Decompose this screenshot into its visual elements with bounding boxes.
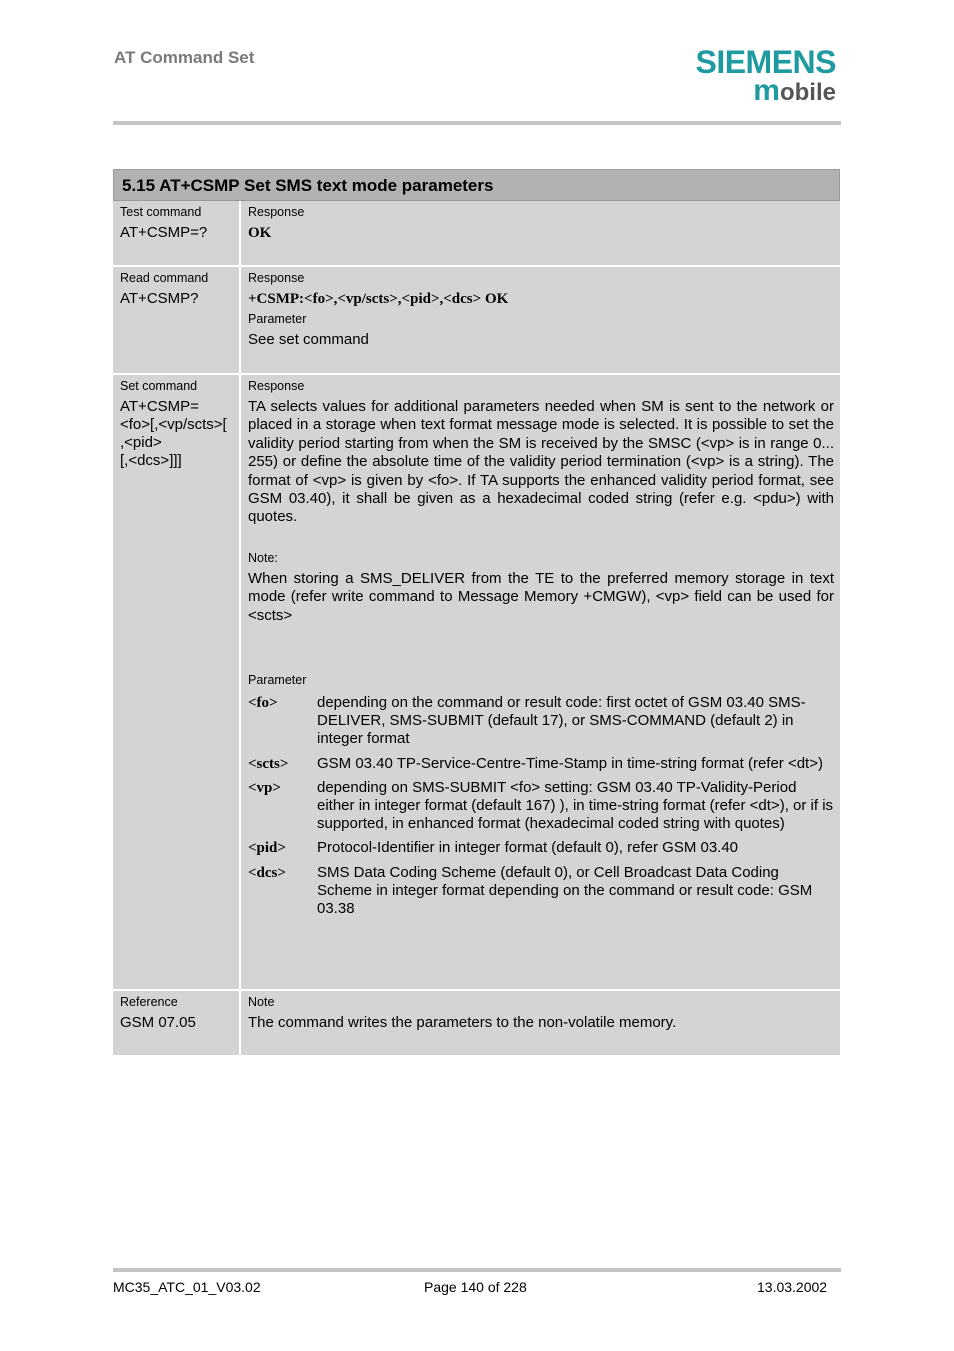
note-value: The command writes the parameters to the non-volatile memory. [248,1014,677,1031]
command-table [113,169,840,1055]
footer-date: 13.03.2002 [757,1279,828,1295]
param-desc: Protocol-Identifier in integer format (default 0), refer GSM 03.40 [317,839,739,857]
set-command-right [241,375,840,989]
read-command-left [113,267,241,373]
param-desc: SMS Data Coding Scheme (default 0), or Cell Broadcast Data Coding Scheme in integer format depending on the command or result code: GSM 03.38 [317,863,813,918]
footer-doc-id: MC35_ATC_01_V03.02 [113,1279,261,1295]
param-vp [248,779,834,834]
reference-row [113,991,840,1055]
param-name: <pid> [248,840,286,857]
set-command-left [113,375,241,989]
param-fo [248,694,834,749]
logo-sub-m: m [753,74,780,107]
test-command-right [241,201,840,265]
reference-value: GSM 07.05 [120,1014,196,1031]
read-command-row [113,267,840,375]
param-name: <scts> [248,755,289,772]
set-response-caption: Response [248,379,305,393]
set-command-value-1: AT+CSMP= [120,398,199,415]
read-command-value: AT+CSMP? [120,290,199,307]
set-note-text: When storing a SMS_DELIVER from the TE to the preferred memory storage in text mode (refer write command to Message Memory +CMGW), <vp> field can be used for <scts> [248,569,834,624]
siemens-logo [692,44,840,108]
test-command-row [113,201,840,267]
logo-brand: SIEMENS [695,44,836,80]
footer-divider [113,1268,841,1272]
read-parameter-text: See set command [248,331,369,348]
set-command-row [113,375,840,991]
reference-caption: Reference [120,995,178,1009]
param-name: <dcs> [248,864,286,881]
param-scts [248,755,834,773]
read-response-caption: Response [248,271,305,285]
set-command-value-2: <fo>[,<vp/scts>[ [120,416,227,433]
note-caption: Note [248,995,275,1009]
logo-sub-rest: obile [779,79,836,106]
set-parameter-caption: Parameter [248,673,307,688]
set-response-text: TA selects values for additional parameters needed when SM is sent to the network or placed in a storage when text format message mode is selected. It is possible to set the validity period starting from when the SM is received by the SMSC (<vp> is in range 0... 255) or define the absolute time of the validity period termination (<vp> is a string). The format of <vp> is given by <fo>. If TA supports the enhanced validity period format, see GSM 03.40), it shall be given as a hexadecimal coded string (refer e.g. <pdu>) with quotes. [248,398,834,526]
header-divider [113,121,841,125]
param-desc: depending on SMS-SUBMIT <fo> setting: GSM 03.40 TP-Validity-Period either in integer format (default 167) ), in time-string format (refer <dt>), or if is supported, in enhanced format (hexadecimal coded string with quotes) [317,778,834,833]
reference-left [113,991,241,1055]
param-desc: depending on the command or result code: first octet of GSM 03.40 SMS-DELIVER, SMS-SUBMIT (default 17), or SMS-COMMAND (default 2) in integer format [317,694,806,748]
set-command-caption: Set command [120,379,198,393]
reference-right [241,991,840,1055]
test-response-caption: Response [248,205,305,219]
param-desc: GSM 03.40 TP-Service-Centre-Time-Stamp in time-string format (refer <dt>) [317,754,823,772]
param-name: <vp> [248,779,281,796]
param-name: <fo> [248,695,278,712]
param-pid [248,839,834,857]
set-command-value-4: [,<dcs>]]] [120,452,182,469]
param-dcs [248,864,834,919]
header-title: AT Command Set [114,48,255,67]
test-command-value: AT+CSMP=? [120,224,208,241]
section-title: 5.15 AT+CSMP Set SMS text mode parameters [113,169,840,201]
read-response-value: +CSMP:<fo>,<vp/scts>,<pid>,<dcs> OK [248,291,509,307]
read-command-right [241,267,840,373]
set-command-value-3: ,<pid> [120,434,162,451]
test-command-left [113,201,241,265]
footer-page-number: Page 140 of 228 [424,1279,527,1295]
test-response-value: OK [248,225,272,241]
set-note-caption: Note: [248,550,278,565]
read-parameter-caption: Parameter [248,312,307,326]
test-command-caption: Test command [120,205,202,219]
read-command-caption: Read command [120,271,209,285]
logo-sub [753,74,836,108]
